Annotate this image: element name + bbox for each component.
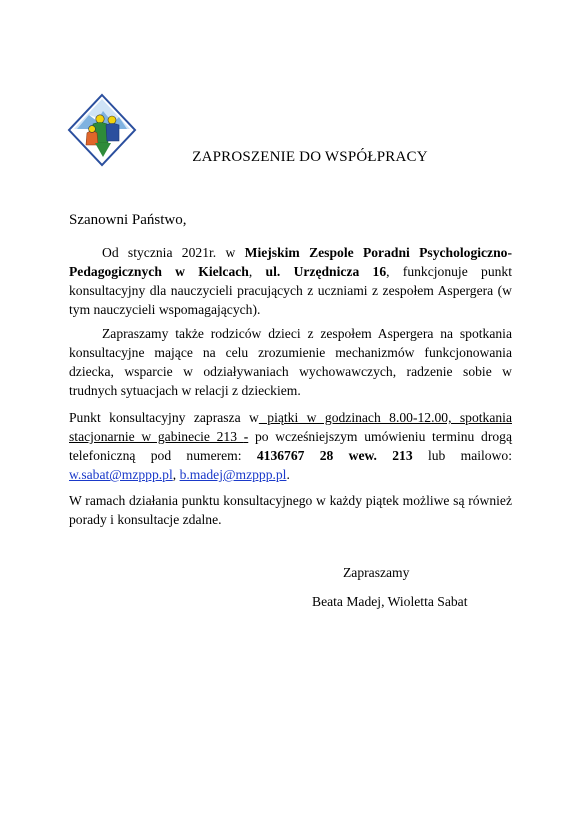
paragraph-parents-invitation xyxy=(69,324,512,400)
closing-phrase: Zapraszamy xyxy=(343,565,410,580)
p2-text: Zapraszamy także rodziców dzieci z zespołem Aspergera na spotkania konsultacyjne mające na celu zrozumienie mechanizmów funkcjonowania dziecka, wsparcie w odziaływaniach wychowawczych, radzenie sobie w trudnych sytuacjach w relacji z dzieckiem. xyxy=(69,326,512,398)
p3-period: . xyxy=(286,467,290,482)
signature-names: Beata Madej, Wioletta Sabat xyxy=(312,594,468,609)
p3-dash: - xyxy=(243,429,249,444)
p1-institution-name: Miejskim Zespole Poradni Psychologiczno-Pedagogicznych w Kielcach xyxy=(69,245,512,279)
email-link-sabat[interactable]: w.sabat@mzppp.pl xyxy=(69,467,173,482)
p1-text-a: Od stycznia 2021r. w xyxy=(102,245,245,260)
letter-title: ZAPROSZENIE DO WSPÓŁPRACY xyxy=(192,149,428,165)
paragraph-remote-consultations xyxy=(69,491,512,529)
p1-address: ul. Urzędnicza 16 xyxy=(265,264,387,279)
p3-separator: , xyxy=(172,467,180,482)
p4-text: W ramach działania punktu konsultacyjnego w każdy piątek możliwe są również porady i konsultacje zdalne. xyxy=(69,493,512,527)
paragraph-location xyxy=(69,243,512,319)
p1-text-c: , xyxy=(248,264,266,279)
letter-greeting: Szanowni Państwo, xyxy=(69,212,187,228)
paragraph-schedule-contact xyxy=(69,408,512,484)
p3-text-f: lub mailowo: xyxy=(412,448,512,463)
email-link-madej[interactable]: b.madej@mzppp.pl xyxy=(179,467,287,482)
p3-text-d: po wcześniejszym umówieniu terminu drogą telefoniczną pod numerem: xyxy=(69,429,512,463)
p3-text-a: Punkt konsultacyjny zaprasza w xyxy=(69,410,259,425)
p1-text-e: , funkcjonuje punkt konsultacyjny dla nauczycieli pracujących z uczniami z zespołem Aspergera (w tym nauczycieli wspomagających). xyxy=(69,264,512,317)
p3-phone-number: 4136767 28 wew. 213 xyxy=(256,448,413,463)
p3-schedule: piątki w godzinach 8.00-12.00, spotkania stacjonarnie w gabinecie 213 xyxy=(69,410,512,444)
